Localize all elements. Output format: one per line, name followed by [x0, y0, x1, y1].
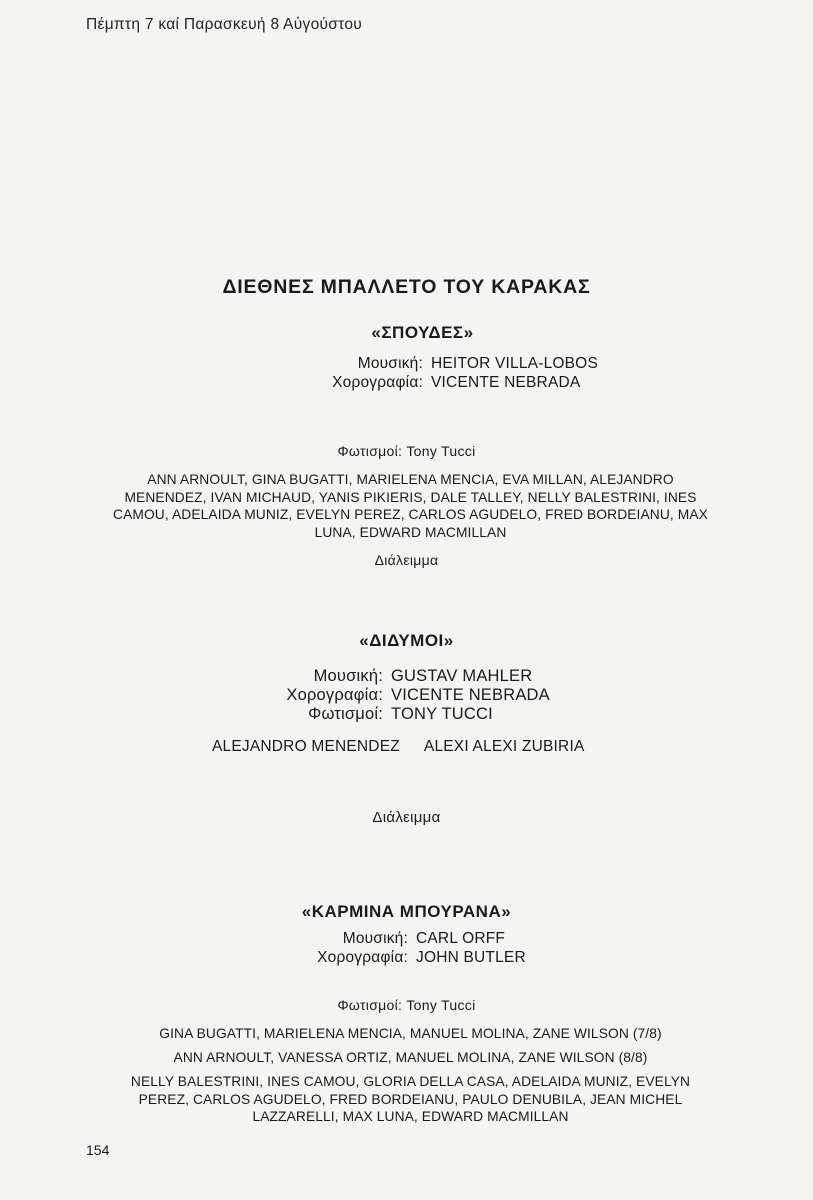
- cast-line: PEREZ, CARLOS AGUDELO, FRED BORDEIANU, PAULO DENUBILA, JEAN MICHEL: [138, 1091, 683, 1107]
- dancer-name: ALEJANDRO MENENDEZ: [212, 738, 400, 755]
- cast-line: ANN ARNOULT, GINA BUGATTI, MARIELENA MENCIA, EVA MILLAN, ALEJANDRO: [147, 472, 674, 487]
- ensemble-list-carmina: [88, 1073, 733, 1126]
- cast-line: NELLY BALESTRINI, INES CAMOU, GLORIA DELLA CASA, ADELAIDA MUNIZ, EVELYN: [130, 1074, 691, 1089]
- credit-row-music: [173, 354, 598, 373]
- cast-line: LUNA, EDWARD MACMILLAN: [314, 524, 507, 540]
- cast-line-7-8: GINA BUGATTI, MARIELENA MENCIA, MANUEL MOLINA, ZANE WILSON (7/8): [159, 1026, 662, 1041]
- credit-label: Χορογραφία:: [286, 686, 383, 704]
- credit-row-choreography: [173, 373, 598, 392]
- credit-value: TONY TUCCI: [391, 705, 493, 723]
- cast-line-8-8: ANN ARNOULT, VANESSA ORTIZ, MANUEL MOLINA, ZANE WILSON (8/8): [173, 1050, 648, 1065]
- credit-value: VICENTE NEBRADA: [431, 374, 581, 391]
- credit-row-lighting: [133, 705, 550, 724]
- intermission-label: Διάλειμμα: [374, 552, 439, 568]
- credit-value: VICENTE NEBRADA: [391, 686, 550, 704]
- work-title-spoudes: «ΣΠΟΥΔΕΣ»: [371, 323, 474, 342]
- credit-label: Μουσική:: [313, 667, 383, 685]
- dancer-name: ALEXI ALEXI ZUBIRIA: [423, 738, 585, 755]
- credit-label: Χορογραφία:: [332, 374, 423, 391]
- lighting-credit-carmina: Φωτισμοί: Tony Tucci: [337, 997, 476, 1013]
- credits-didymoi: [133, 667, 550, 724]
- credit-value: CARL ORFF: [416, 930, 506, 947]
- credit-value: HEITOR VILLA-LOBOS: [431, 355, 598, 372]
- page-header-date: Πέμπτη 7 καί Παρασκευή 8 Αὐγούστου: [86, 16, 363, 33]
- credit-label: Φωτισμοί:: [308, 705, 383, 723]
- cast-line: MENENDEZ, IVAN MICHAUD, YANIS PIKIERIS, DALE TALLEY, NELLY BALESTRINI, INES: [124, 489, 697, 505]
- credit-value: GUSTAV MAHLER: [391, 667, 533, 685]
- dancers-didymoi: [212, 738, 585, 756]
- cast-line: CAMOU, ADELAIDA MUNIZ, EVELYN PEREZ, CARLOS AGUDELO, FRED BORDEIANU, MAX: [113, 507, 708, 522]
- credit-label: Χορογραφία:: [317, 949, 408, 966]
- credit-label: Μουσική:: [357, 355, 423, 372]
- work-title-carmina-burana: «ΚΑΡΜΙΝΑ ΜΠΟΥΡΑΝΑ»: [301, 902, 512, 921]
- cast-line: LAZZARELLI, MAX LUNA, EDWARD MACMILLAN: [252, 1109, 569, 1124]
- credit-row-choreography: [158, 948, 526, 967]
- work-title-didymoi: «ΔΙΔΥΜΟΙ»: [359, 631, 454, 650]
- credit-label: Μουσική:: [342, 930, 408, 947]
- credits-carmina-burana: [158, 929, 526, 967]
- credits-spoudes: [173, 354, 598, 392]
- cast-list-spoudes: [88, 471, 733, 541]
- credit-row-music: [158, 929, 526, 948]
- credit-row-music: [133, 667, 550, 686]
- page-number: 154: [86, 1142, 110, 1158]
- intermission-label: Διάλειμμα: [372, 809, 441, 826]
- lighting-credit-spoudes: Φωτισμοί: Tony Tucci: [337, 443, 476, 459]
- company-title: ΔΙΕΘΝΕΣ ΜΠΑΛΛΕΤΟ ΤΟΥ ΚΑΡΑΚΑΣ: [222, 276, 591, 298]
- credit-value: JOHN BUTLER: [416, 949, 526, 966]
- credit-row-choreography: [133, 686, 550, 705]
